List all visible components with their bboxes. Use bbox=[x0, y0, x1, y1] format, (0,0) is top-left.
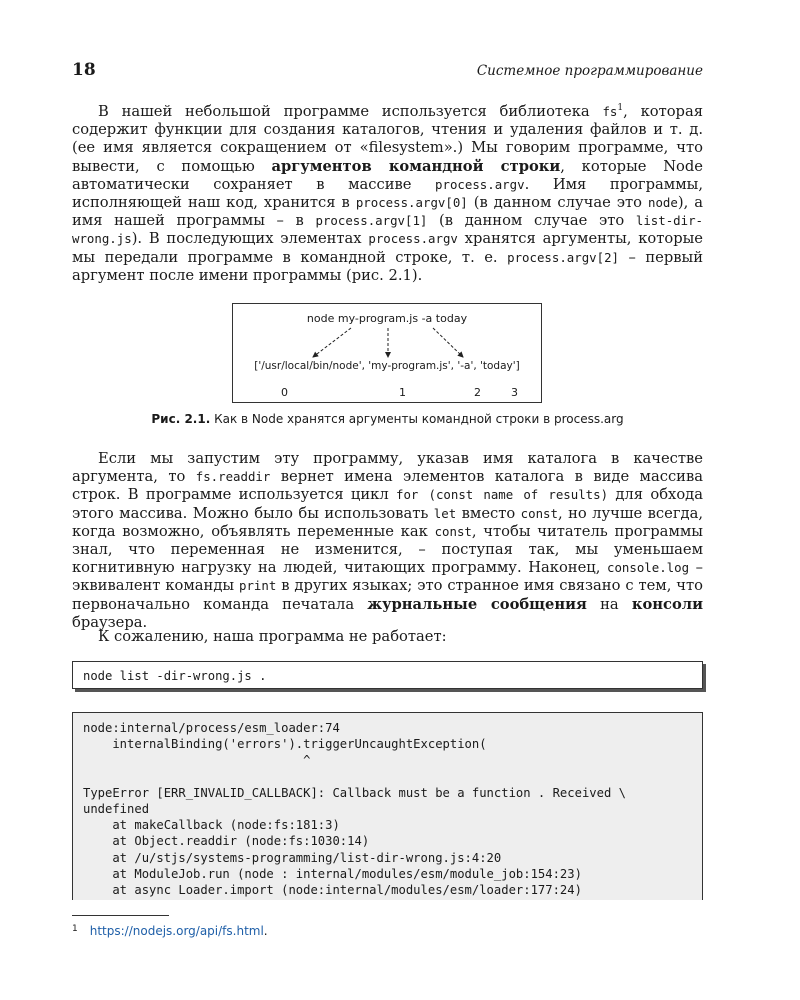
page-number: 18 bbox=[72, 60, 96, 80]
inline-code: const bbox=[434, 523, 472, 539]
running-header: Системное программирование bbox=[476, 63, 703, 79]
inline-code: process.argv[0] bbox=[355, 195, 468, 211]
paragraph-fs-intro: В нашей небольшой программе используется библиотека $fs^1$, которая содержит функции для создания каталогов, чтения и удаления файлов и т. д. (ее имя является сокращением от «filesystem».) Мы говорим программе, что вывести, с помощью аргументов командной строки, которые Node автоматически сохраняет в массиве process.argv. Имя программы, исполняющей наш код, хранится в process.argv[0] (в данном случае это node), а имя нашей программы – в process.argv[1] (в данном случае это list-dir-wrong.js). В последующих элементах process.argv хранятся аргументы, которые мы передали программе в командной строке, т. е. process.argv[2] – первый аргумент после имени программы (рис. 2.1). bbox=[72, 103, 704, 284]
term-bold: аргументов командной строки bbox=[271, 157, 561, 175]
footnote-divider bbox=[72, 915, 169, 916]
inline-code: fs.readdir bbox=[195, 469, 271, 485]
arrow-to-args bbox=[433, 328, 463, 357]
inline-code: node bbox=[648, 195, 678, 211]
figure-index: 3 bbox=[511, 386, 518, 399]
inline-code: process.argv[2] bbox=[507, 249, 620, 265]
figure-index: 2 bbox=[474, 386, 481, 399]
footnote: $^1$ https://nodejs.org/api/fs.html. bbox=[72, 924, 268, 938]
term-bold: журнальные сообщения bbox=[367, 595, 587, 613]
figure-index: 0 bbox=[281, 386, 288, 399]
inline-code: print bbox=[238, 578, 277, 594]
footnote-link[interactable]: https://nodejs.org/api/fs.html bbox=[89, 924, 264, 938]
inline-code: fs bbox=[602, 104, 618, 119]
footnote-mark: 1 bbox=[72, 924, 78, 934]
paragraph-readdir: Если мы запустим эту программу, указав имя каталога в качестве аргумента, то fs.readdir вернет имена элементов каталога в виде массива строк. В программе используется цикл for (const name of results) для обхода этого массива. Можно было бы использовать let вместо const, но лучше всегда, когда возможно, объявлять переменные как const, чтобы читатель программы знал, что переменная не изменится, – поступая так, мы уменьшаем когнитивную нагрузку на людей, читающих программу. Наконец, console.log – эквивалент команды print в других языках; это странное имя связано с тем, что первоначально команда печатала журнальные сообщения на консоли браузера. bbox=[72, 450, 704, 631]
figure-caption: Рис. 2.1. Как в Node хранятся аргументы командной строки в process.arg bbox=[151, 412, 624, 426]
figure-command: node my-program.js -a today bbox=[306, 312, 468, 325]
caption-label: Рис. 2.1. bbox=[151, 412, 211, 426]
code-block-command: node list -dir-wrong.js . bbox=[72, 661, 703, 689]
term-bold: консоли bbox=[631, 595, 704, 613]
inline-code: list-dir-wrong.js bbox=[72, 213, 704, 247]
inline-code: process.argv bbox=[368, 231, 458, 247]
inline-code: for (const name of results) bbox=[396, 487, 609, 503]
inline-code: let bbox=[433, 505, 457, 521]
figure-array: ['/usr/local/bin/node', 'my-program.js', '-a', 'today'] bbox=[254, 360, 520, 372]
code-block-error-output: node:internal/process/esm_loader:74 internalBinding('errors').triggerUncaughtException( ^ TypeError [ERR_INVALID_CALLBACK]: Callback must be a function . Received \ undefined at makeCallback (node:fs:181:3) at Object.readdir (node:fs:1030:14) at /u/stjs/systems-programming/list-dir-wrong.js:4:20 at ModuleJob.run (node : internal/modules/esm/module_job:154:23) at async Loader.import (node:internal/modules/esm/loader:177:24) bbox=[72, 712, 703, 900]
inline-code: process.argv[1] bbox=[315, 213, 428, 229]
figure-argv bbox=[232, 303, 542, 403]
inline-code: process.argv bbox=[435, 176, 525, 192]
arrow-to-node bbox=[313, 328, 351, 357]
figure-index: 1 bbox=[399, 386, 406, 399]
footnote-ref: 1 bbox=[617, 103, 624, 114]
inline-code: console.log bbox=[607, 560, 690, 576]
inline-code: const bbox=[520, 505, 558, 521]
paragraph-not-working: К сожалению, наша программа не работает: bbox=[98, 628, 447, 645]
